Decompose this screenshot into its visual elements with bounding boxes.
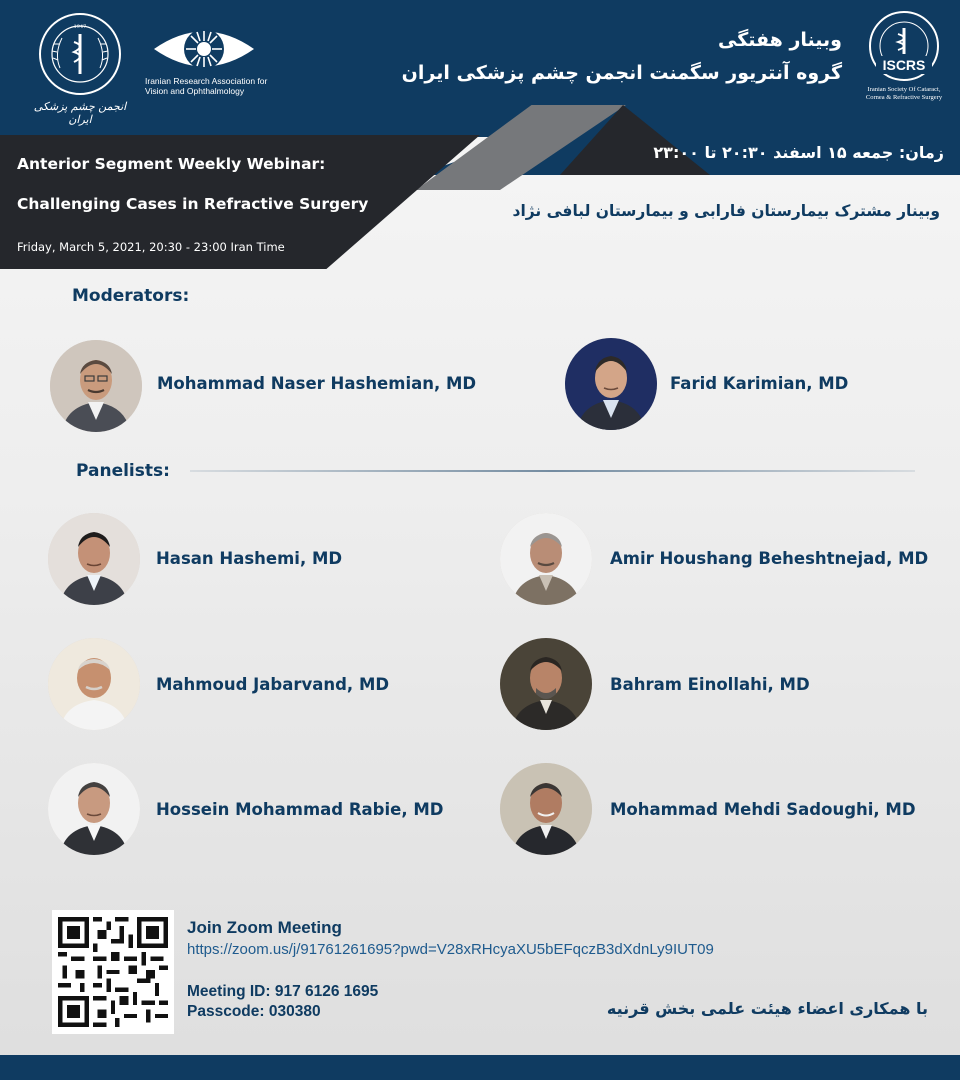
- footer-bar: [0, 1055, 960, 1080]
- panelist-name: Bahram Einollahi, MD: [610, 675, 810, 694]
- moderator-photo: [565, 338, 657, 430]
- persian-time: زمان: جمعه ۱۵ اسفند ۲۰:۳۰ تا ۲۳:۰۰: [653, 143, 944, 162]
- ophthalmology-society-logo: [30, 8, 130, 126]
- panelist-photo: [500, 638, 592, 730]
- panelist-photo: [500, 513, 592, 605]
- zoom-meeting-id: Meeting ID: 917 6126 1695: [187, 983, 379, 1000]
- panelist-photo: [48, 638, 140, 730]
- panelist-name: Mahmoud Jabarvand, MD: [156, 675, 390, 694]
- person-portrait-icon: [500, 763, 592, 855]
- panelists-label: Panelists:: [76, 461, 170, 481]
- iscrs-seal-icon: [858, 8, 950, 86]
- person-portrait-icon: [500, 513, 592, 605]
- research-association-logo: [145, 22, 275, 102]
- moderator-name: Farid Karimian, MD: [670, 374, 849, 393]
- person-portrait-icon: [48, 763, 140, 855]
- iscrs-logo: [858, 8, 950, 108]
- panelist-name: Amir Houshang Beheshtnejad, MD: [610, 549, 929, 568]
- person-portrait-icon: [500, 638, 592, 730]
- english-title-line2: Challenging Cases in Refractive Surgery: [17, 195, 369, 213]
- moderator-photo: [50, 340, 142, 432]
- zoom-title: Join Zoom Meeting: [187, 918, 342, 937]
- english-date: Friday, March 5, 2021, 20:30 - 23:00 Iran Time: [17, 240, 285, 254]
- moderators-label: Moderators:: [72, 286, 190, 306]
- person-portrait-icon: [50, 340, 142, 432]
- persian-title-line1: وبینار هفتگی: [717, 29, 842, 51]
- panelists-divider: [190, 470, 915, 472]
- society-seal-icon: [34, 8, 126, 100]
- moderator-name: Mohammad Naser Hashemian, MD: [157, 374, 477, 393]
- persian-title: [402, 26, 842, 90]
- eye-logo-icon: [149, 22, 259, 76]
- zoom-qr-code[interactable]: [52, 910, 174, 1034]
- persian-joint-webinar: وبینار مشترک بیمارستان فارابی و بیمارستان لبافی نژاد: [512, 202, 940, 220]
- panelist-photo: [48, 763, 140, 855]
- svg-text:1947: 1947: [73, 24, 87, 30]
- qr-code-icon: [58, 916, 168, 1028]
- society-persian-name: انجمن چشم پزشکی ایران: [33, 100, 127, 126]
- research-association-name: Iranian Research Association for Vision and Ophthalmology: [145, 76, 268, 96]
- english-title-line1: Anterior Segment Weekly Webinar:: [17, 155, 326, 173]
- iscrs-subtitle: Iranian Society Of Cataract, Cornea & Refractive Surgery: [865, 86, 943, 101]
- person-portrait-icon: [565, 338, 657, 430]
- persian-title-line2: گروه آنتریور سگمنت انجمن چشم پزشکی ایران: [401, 62, 842, 84]
- zoom-link[interactable]: https://zoom.us/j/91761261695?pwd=V28xRHcyaXU5bEFqczB3dXdnLy9IUT09: [187, 941, 714, 958]
- person-portrait-icon: [48, 638, 140, 730]
- panelist-photo: [500, 763, 592, 855]
- zoom-passcode: Passcode: 030380: [187, 1003, 321, 1020]
- panelist-photo: [48, 513, 140, 605]
- person-portrait-icon: [48, 513, 140, 605]
- svg-text:ISCRS: ISCRS: [882, 57, 926, 73]
- panelist-name: Mohammad Mehdi Sadoughi, MD: [610, 800, 916, 819]
- panelist-name: Hasan Hashemi, MD: [156, 549, 343, 568]
- panelist-name: Hossein Mohammad Rabie, MD: [156, 800, 444, 819]
- persian-collaboration: با همکاری اعضاء هیئت علمی بخش قرنیه: [606, 999, 928, 1018]
